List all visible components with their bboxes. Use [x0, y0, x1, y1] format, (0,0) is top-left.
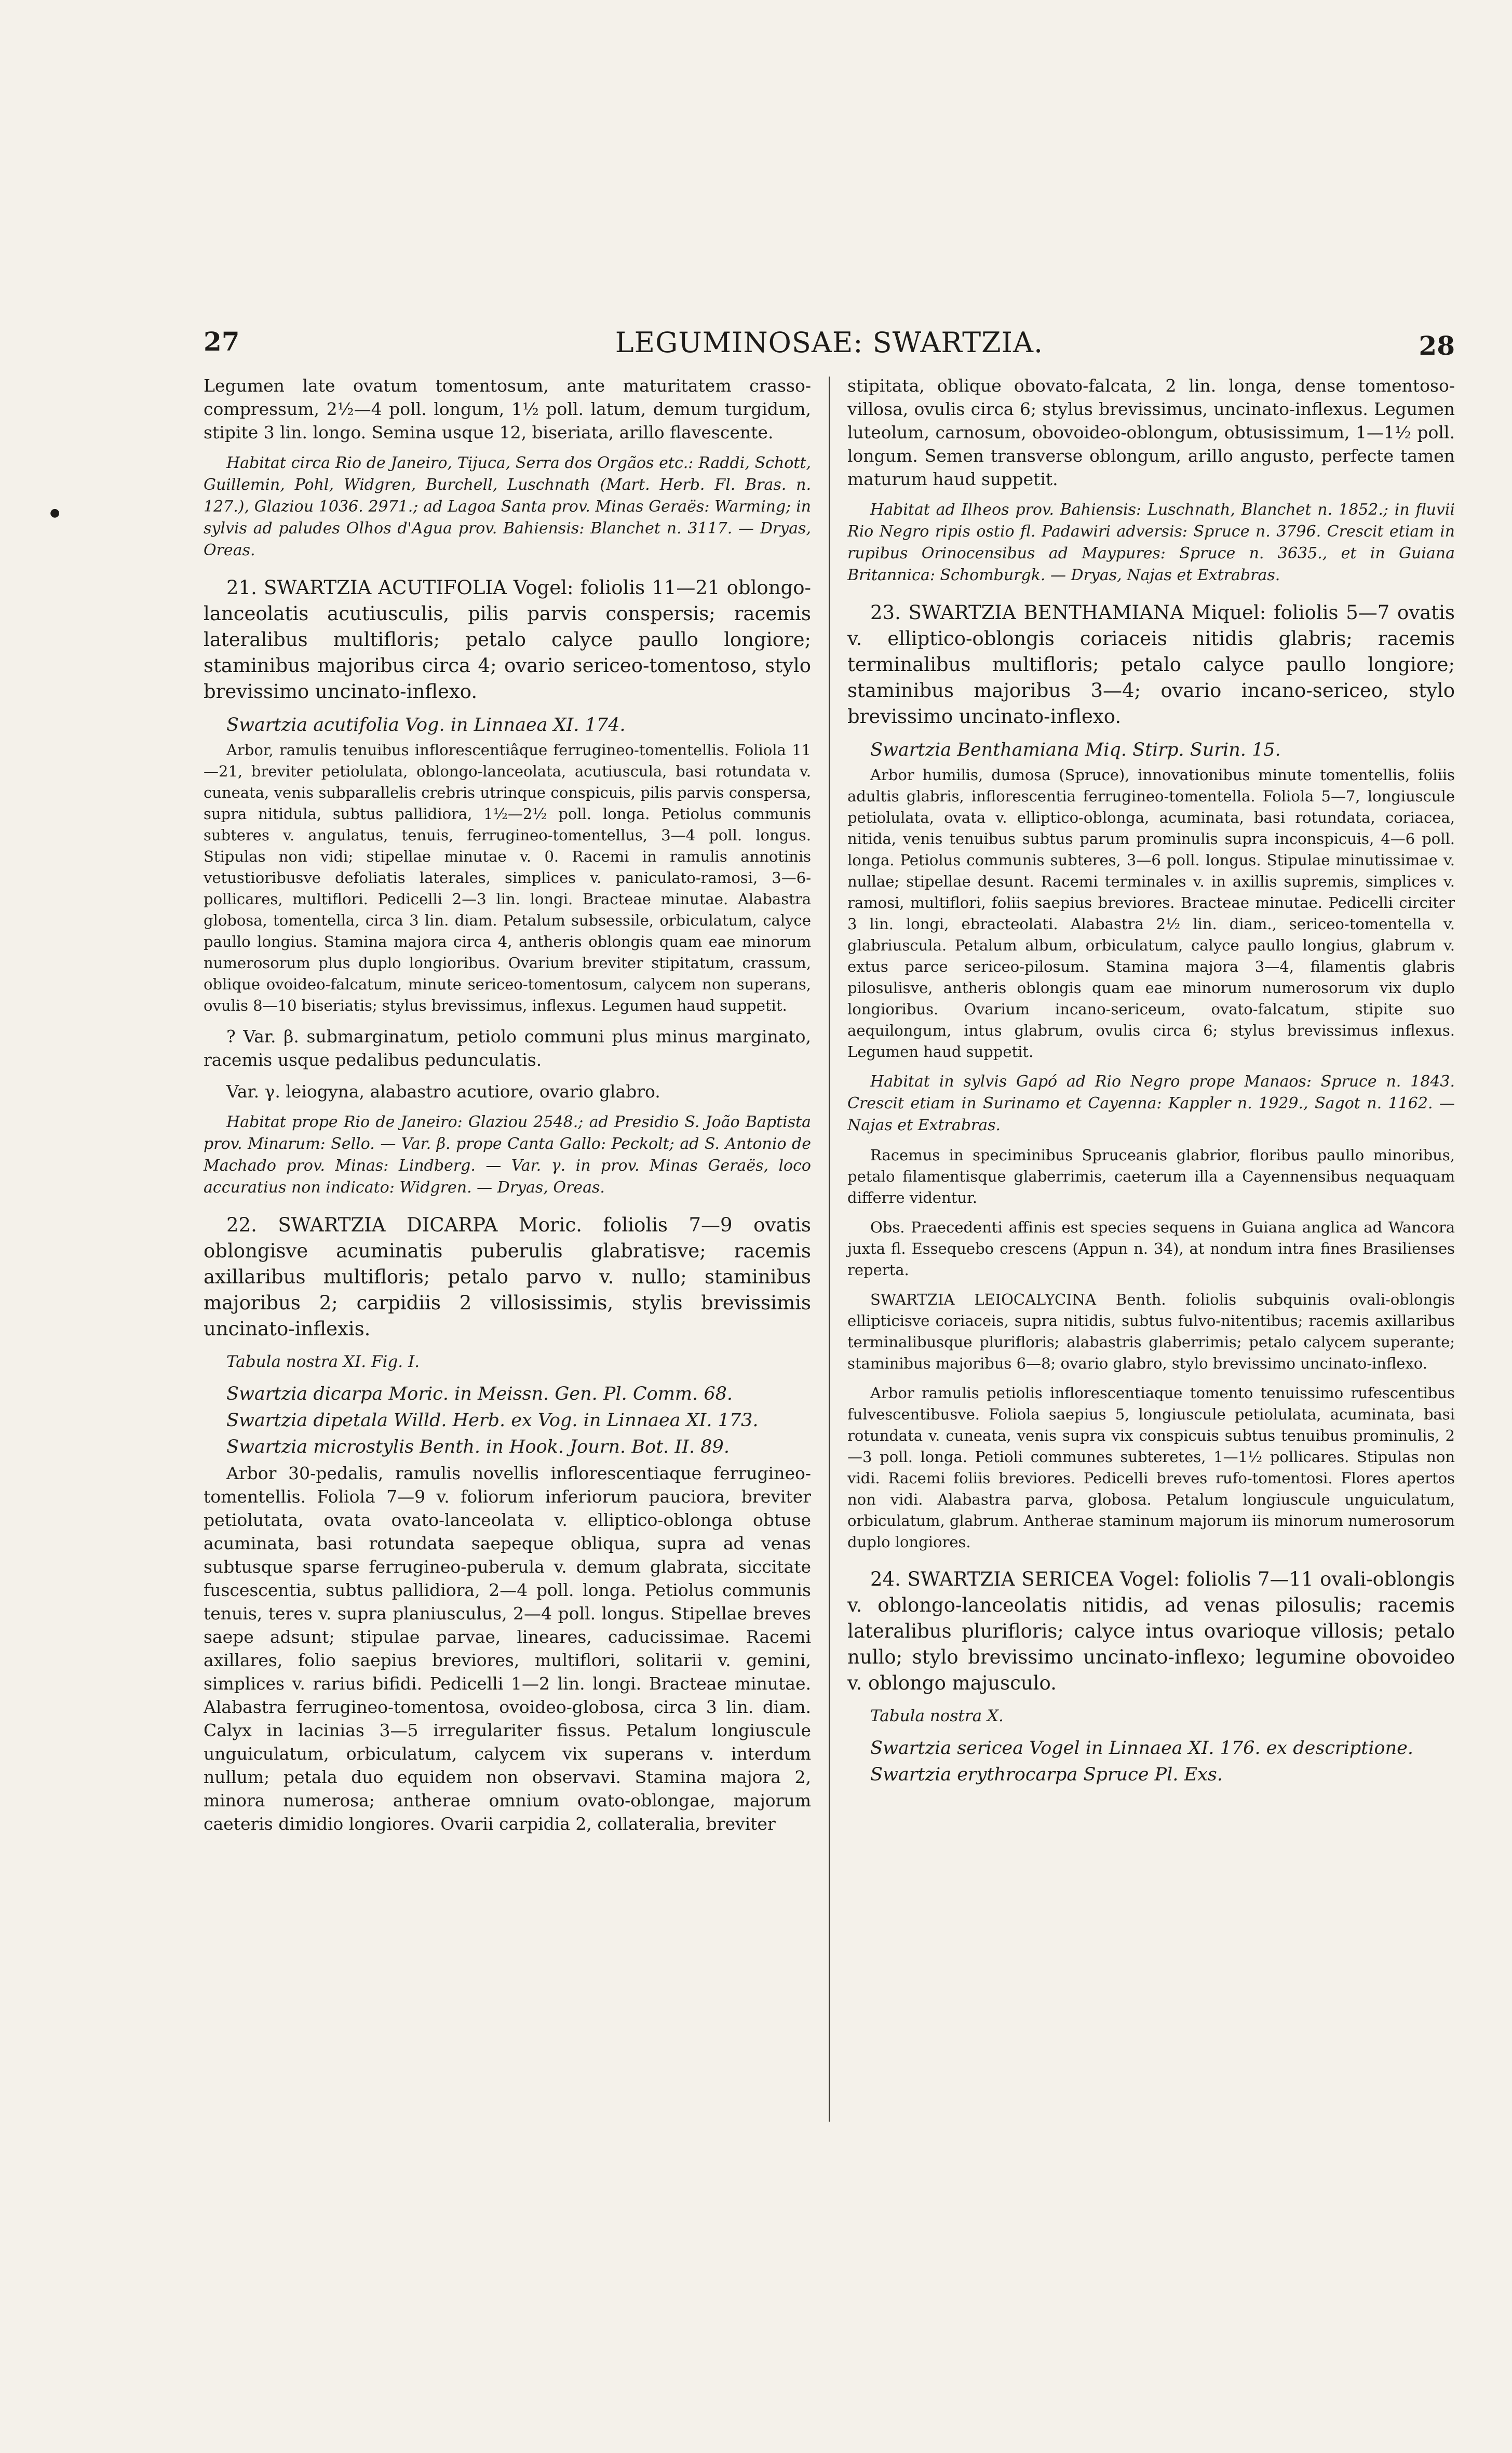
species-heading-23: 23. SWARTZIA BENTHAMIANA Miquel: foliolis 5—7 ovatis v. elliptico-oblongis coriaceis nitidis glabris; racemis terminalibus multifloris; petalo calyce paullo longiore; staminibus majoribus 3—4; ovario incano-sericeo, stylo brevissimo uncinato-inflexo.	[847, 601, 1455, 728]
species-heading-22: 22. SWARTZIA DICARPA Moric. foliolis 7—9 ovatis oblongisve acuminatis puberulis glabratisve; racemis axillaribus multifloris; petalo parvo v. nullo; staminibus majoribus 2; carpidiis 2 villosissimis, stylis brevissimis uncinato-inflexis.	[204, 1214, 811, 1340]
synonym: Swartzia microstylis Benth. in Hook. Journ. Bot. II. 89.	[226, 1437, 730, 1457]
variety-beta: ? Var. β. submarginatum, petiolo communi plus minus marginato, racemis usque pedalibus pedunculatis.	[204, 1026, 811, 1070]
description-paragraph: Arbor 30-pedalis, ramulis novellis inflorescentiaque ferrugineo-tomentellis. Foliola 7—9 v. foliorum inferiorum pauciora, breviter petiolutata, ovata ovato-lanceolata v. elliptico-oblonga obtuse acuminata, basi rotundata saepeque obliqua, supra ad venas subtusque sparse ferrugineo-puberula v. demum glabrata, siccitate fuscescentia, subtus pallidiora, 2—4 poll. longa. Petiolus communis tenuis, teres v. supra planiusculus, 2—4 poll. longus. Stipellae breves saepe adsunt; stipulae parvae, lineares, caducissimae. Racemi axillares, folio saepius breviores, multiflori, solitarii v. gemini, simplices v. rarius bifidi. Pedicelli 1—2 lin. longi. Bracteae minutae. Alabastra ferrugineo-tomentosa, ovoideo-globosa, circa 3 lin. diam. Calyx in lacinias 3—5 irregulariter fissus. Petalum longiuscule unguiculatum, orbiculatum, calycem vix superans v. interdum nullum; petala duo equidem non observavi. Stamina majora 2, minora numerosa; antherae omnium ovato-oblongae, majorum caeteris dimidio longiores. Ovarii carpidia 2, collateralia, breviter	[204, 1463, 811, 1834]
habitat-paragraph: Habitat ad Ilheos prov. Bahiensis: Luschnath, Blanchet n. 1852.; in fluvii Rio Negro ripis ostio fl. Padawiri adversis: Spruce n. 3796. Crescit etiam in rupibus Orinocensibus ad Maypures: Spruce n. 3635., et in Guiana Britannica: Schomburgk. — Dryas, Najas et Extrabras.	[847, 501, 1455, 584]
page-number-right: 28	[1419, 330, 1455, 361]
observation-paragraph: Obs. Praecedenti affinis est species sequens in Guiana anglica ad Wancora juxta fl. Essequebo crescens (Appun n. 34), at nondum intra fines Brasilienses reperta.	[847, 1218, 1455, 1279]
column-divider	[829, 377, 830, 2122]
plate-reference: Tabula nostra XI. Fig. I.	[226, 1352, 420, 1371]
synonym: Swartzia acutifolia Vog. in Linnaea XI. 174.	[226, 715, 626, 735]
description-continuation: stipitata, oblique obovato-falcata, 2 lin. longa, dense tomentoso-villosa, ovulis circa 6; stylus brevissimus, uncinato-inflexus. Legumen luteolum, carnosum, obovoideo-oblongum, obtusissimum, 1—1½ poll. longum. Semen transverse oblongum, arillo angusto, perfecte tamen maturum haud suppetit.	[847, 376, 1455, 489]
species-heading-21: 21. SWARTZIA ACUTIFOLIA Vogel: foliolis 11—21 oblongo-lanceolatis acutiusculis, pilis parvis conspersis; racemis lateralibus multifloris; petalo calyce paullo longiore; staminibus majoribus circa 4; ovario sericeo-tomentoso, stylo brevissimo uncinato-inflexo.	[204, 577, 811, 703]
right-column	[847, 374, 1455, 1789]
synonym: Swartzia dicarpa Moric. in Meissn. Gen. Pl. Comm. 68.	[226, 1384, 733, 1404]
synonym: Swartzia sericea Vogel in Linnaea XI. 176. ex descriptione.	[870, 1738, 1414, 1759]
page-header	[204, 321, 1455, 363]
bullet-dot-icon: ●	[50, 506, 60, 519]
description-paragraph: Arbor, ramulis tenuibus inflorescentiâque ferrugineo-tomentellis. Foliola 11—21, breviter petiolulata, oblongo-lanceolata, acutiuscula, basi rotundata v. cuneata, venis subparallelis crebris utrinque conspicuis, pilis parvis conspersa, supra nitidula, subtus pallidiora, 1½—2½ poll. longa. Petiolus communis subteres v. angulatus, tenuis, ferrugineo-tomentellus, 3—4 poll. longus. Stipulas non vidi; stipellae minutae v. 0. Racemi in ramulis annotinis vetustioribusve defoliatis laterales, simplices v. paniculato-ramosi, 3—6-pollicares, multiflori. Pedicelli 2—3 lin. longi. Bracteae minutae. Alabastra globosa, tomentella, circa 3 lin. diam. Petalum subsessile, orbiculatum, calyce paullo longius. Stamina majora circa 4, antheris oblongis quam eae minorum numerosorum plus duplo longioribus. Ovarium breviter stipitatum, crassum, oblique ovoideo-falcatum, minute sericeo-tomentosum, calycem non superans, ovulis 8—10 biseriatis; stylus brevissimus, inflexus. Legumen haud suppetit.	[204, 741, 811, 1014]
habitat-paragraph: Habitat in sylvis Gapó ad Rio Negro prope Manaos: Spruce n. 1843. Crescit etiam in Surinamo et Cayenna: Kappler n. 1929., Sagot n. 1162. — Najas et Extrabras.	[847, 1073, 1455, 1134]
description-paragraph: Arbor humilis, dumosa (Spruce), innovationibus minute tomentellis, foliis adultis glabris, inflorescentia ferrugineo-tomentella. Foliola 5—7, longiuscule petiolulata, ovata v. elliptico-oblonga, acuminata, basi rotundata, coriacea, nitida, venis tenuibus subtus parum prominulis supra inconspicuis, 4—6 poll. longa. Petiolus communis subteres, 3—6 poll. longus. Stipulae minutissimae v. nullae; stipellae desunt. Racemi terminales v. in axillis supremis, simplices v. ramosi, multiflori, foliis saepius breviores. Bracteae minutae. Pedicelli circiter 3 lin. longi, ebracteolati. Alabastra 2½ lin. diam., sericeo-tomentella v. glabriuscula. Petalum album, orbiculatum, calyce paullo longius, glabrum v. extus parce sericeo-pilosum. Stamina majora 3—4, filamentis glabris pilosulisve, antheris oblongis quam eae minorum numerosorum vix duplo longioribus. Ovarium incano-sericeum, ovato-falcatum, stipite suo aequilongum, intus glabrum, ovulis circa 6; stylus brevissimus inflexus. Legumen haud suppetit.	[847, 766, 1455, 1061]
habitat-paragraph: Habitat prope Rio de Janeiro: Glaziou 2548.; ad Presidio S. João Baptista prov. Minarum: Sello. — Var. β. prope Canta Gallo: Peckolt; ad S. Antonio de Machado prov. Minas: Lindberg. — Var. γ. in prov. Minas Geraës, loco accuratius non indicato: Widgren. — Dryas, Oreas.	[204, 1113, 811, 1197]
synonym: Swartzia dipetala Willd. Herb. ex Vog. in Linnaea XI. 173.	[226, 1410, 759, 1431]
variety-gamma: Var. γ. leiogyna, alabastro acutiore, ovario glabro.	[226, 1081, 660, 1102]
synonym: Swartzia Benthamiana Miq. Stirp. Surin. 15.	[870, 740, 1281, 760]
note-paragraph: Racemus in speciminibus Spruceanis glabrior, floribus paullo minoribus, petalo filamentisque glaberrimis, caeterum illa a Cayennensibus nequaquam differre videntur.	[847, 1146, 1455, 1207]
plate-reference: Tabula nostra X.	[870, 1707, 1004, 1725]
left-column	[204, 374, 811, 1844]
description-paragraph: Arbor ramulis petiolis inflorescentiaque tomento tenuissimo rufescentibus fulvescentibusve. Foliola saepius 5, longiuscule petiolulata, acuminata, basi rotundata v. cuneata, venis supra vix conspicuis subtus tenuibus prominulis, 2—3 poll. longa. Petioli communes subteretes, 1—1½ pollicares. Stipulas non vidi. Racemi foliis breviores. Pedicelli breves rufo-tomentosi. Flores apertos non vidi. Alabastra parva, globosa. Petalum longiuscule unguiculatum, orbiculatum, glabrum. Antherae staminum majorum iis minorum numerosorum duplo longiores.	[847, 1384, 1455, 1551]
synonym: Swartzia erythrocarpa Spruce Pl. Exs.	[870, 1764, 1223, 1785]
species-heading-24: 24. SWARTZIA SERICEA Vogel: foliolis 7—11 ovali-oblongis v. oblongo-lanceolatis nitidis, ad venas pilosulis; racemis lateralibus plurifloris; calyce intus ovarioque villosis; petalo nullo; stylo brevissimo uncinato-inflexo; legumine obovoideo v. oblongo majusculo.	[847, 1568, 1455, 1694]
legumen-paragraph: Legumen late ovatum tomentosum, ante maturitatem crasso-compressum, 2½—4 poll. longum, 1½ poll. latum, demum turgidum, stipite 3 lin. longo. Semina usque 12, biseriata, arillo flavescente.	[204, 376, 811, 443]
species-heading-leiocalycina: SWARTZIA LEIOCALYCINA Benth. foliolis subquinis ovali-oblongis ellipticisve coriaceis, supra nitidis, subtus fulvo-nitentibus; racemis axillaribus terminalibusque plurifloris; alabastris glaberrimis; petalo calycem superante; staminibus majoribus 6—8; ovario glabro, stylo brevissimo uncinato-inflexo.	[847, 1291, 1455, 1372]
running-title: LEGUMINOSAE: SWARTZIA.	[615, 326, 1044, 359]
page-number-left: 27	[204, 326, 240, 357]
habitat-paragraph: Habitat circa Rio de Janeiro, Tijuca, Serra dos Orgãos etc.: Raddi, Schott, Guillemin, Pohl, Widgren, Burchell, Luschnath (Mart. Herb. Fl. Bras. n. 127.), Glaziou 1036. 2971.; ad Lagoa Santa prov. Minas Geraës: Warming; in sylvis ad paludes Olhos d'Agua prov. Bahiensis: Blanchet n. 3117. — Dryas, Oreas.	[204, 454, 811, 559]
